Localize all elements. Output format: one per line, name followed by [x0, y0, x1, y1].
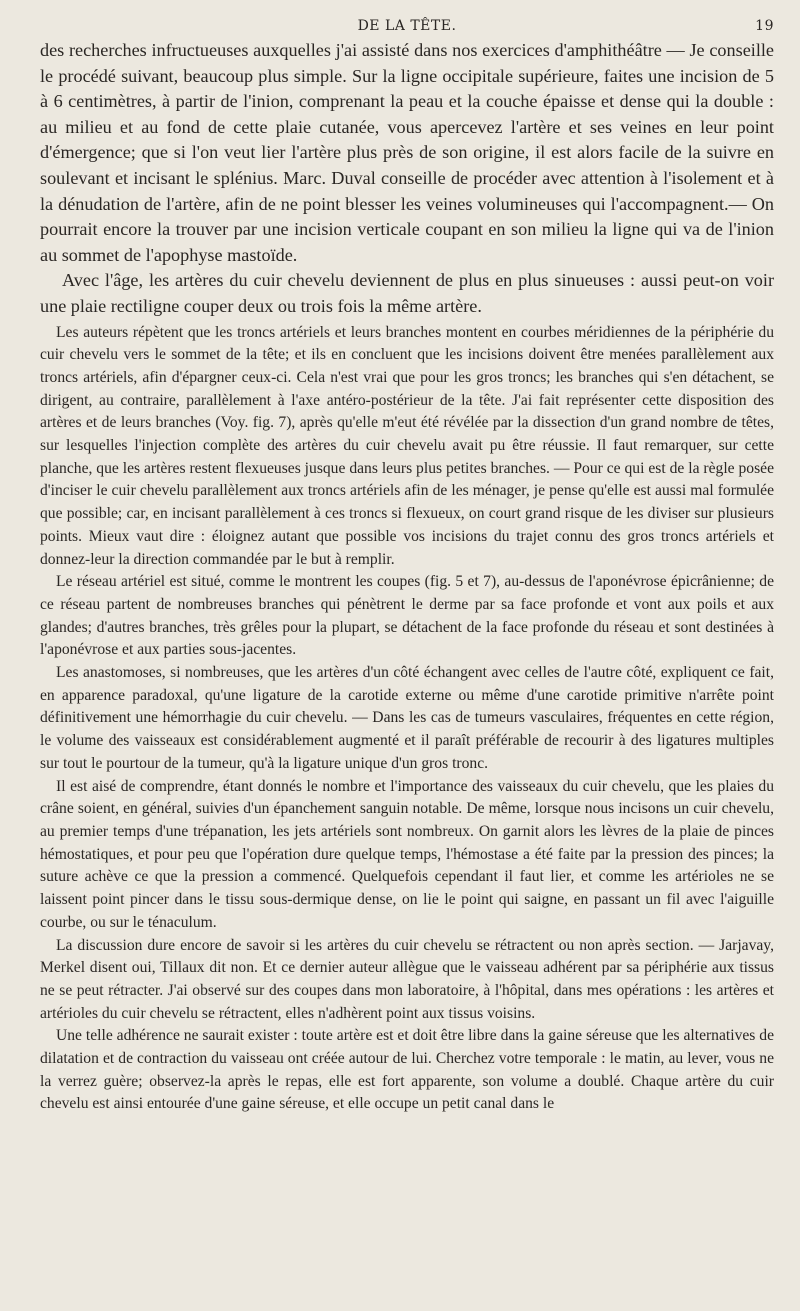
paragraph-lead-1: des recherches infructueuses auxquelles j'ai assisté dans nos exercices d'amphithéâtre — Je conseille le procédé suivant, beaucoup plus simple. Sur la ligne occipitale supérieure, faites une incision de 5 à 6 centimètres, à partir de l'inion, comprenant la peau et la couche épaisse et dense qui la double : au milieu et au fond de cette plaie cutanée, vous apercevez l'artère et ses veines en leur point d'émergence; que si l'on veut lier l'artère plus près de son origine, il est alors facile de la suivre en soulevant et incisant le splénius. Marc. Duval conseille de procéder avec attention à l'isolement et à la dénudation de l'artère, afin de ne point blesser les veines volumineuses qui l'accompagnent.— On pourrait encore la trouver par une incision verticale coupant en son milieu la ligne qui va de l'inion au sommet de l'apophyse mastoïde. [40, 40, 774, 265]
page-number: 19 [755, 18, 774, 34]
paragraph-small-1: Les auteurs répètent que les troncs artériels et leurs branches montent en courbes méridiennes de la périphérie du cuir chevelu vers le sommet de la tête; et ils en concluent que les incisions doivent être menées parallèlement aux troncs artériels, afin d'épargner ceux-ci. Cela n'est vrai que pour les gros troncs; les branches qui s'en détachent, se dirigent, au contraire, parallèlement à l'axe antéro-postérieur de la tête. J'ai fait représenter cette disposition des artères et de leurs branches (Voy. fig. 7), après qu'elle m'eut été révélée par la dissection d'un grand nombre de têtes, sur lesquelles l'injection complète des artères du cuir chevelu avait pu être réussie. Il faut remarquer, sur cette planche, que les artères restent flexueuses jusque dans leurs plus petites branches. — Pour ce qui est de la règle posée d'inciser le cuir chevelu parallèlement aux troncs artériels afin de les ménager, je pense qu'elle est aussi mal formulée que possible; car, en incisant parallèlement à ces troncs si flexueux, on court grand risque de les diviser sur plusieurs points. Mieux vaut dire : éloignez autant que possible vos incisions du trajet connu des gros troncs artériels et donnez-leur la direction commandée par le but à remplir. [40, 323, 774, 568]
paragraph-lead-2: Avec l'âge, les artères du cuir chevelu deviennent de plus en plus sinueuses : aussi peut-on voir une plaie rectiligne couper deux ou trois fois la même artère. [40, 270, 774, 316]
running-header [40, 16, 774, 38]
paragraph-small-6: Une telle adhérence ne saurait exister : toute artère est et doit être libre dans la gaine séreuse que les alternatives de dilatation et de contraction du vaisseau ont créée autour de lui. Cherchez votre temporale : le matin, au lever, vous ne la verrez guère; observez-la après le repas, elle est fort apparente, son volume a doublé. Chaque artère du cuir chevelu est ainsi entourée d'une gaine séreuse, et elle occupe un petit canal dans le [40, 1027, 774, 1113]
paragraph-small-3: Les anastomoses, si nombreuses, que les artères d'un côté échangent avec celles de l'autre côté, expliquent ce fait, en apparence paradoxal, qu'une ligature de la carotide externe ou même d'une carotide primitive n'arrête point définitivement une hémorrhagie du cuir chevelu. — Dans les cas de tumeurs vasculaires, fréquentes en cette région, le volume des vaisseaux est considérablement augmenté et il paraît préférable de recourir à des ligatures multiples sur tout le pourtour de la tumeur, qu'à la ligature unique d'un gros tronc. [40, 664, 774, 772]
paragraph-small-4: Il est aisé de comprendre, étant donnés le nombre et l'importance des vaisseaux du cuir chevelu, que les plaies du crâne soient, en général, suivies d'un épanchement sanguin notable. De même, lorsque nous incisons un cuir chevelu, au premier temps d'une trépanation, les jets artériels sont nombreux. On garnit alors les lèvres de la plaie de pinces hémostatiques, et pour peu que l'opération dure quelque temps, l'hémostase a été faite par la pression des pinces; la suture achève ce que la pression a commencé. Quelquefois cependant il faut lier, et comme les artérioles ne se laissent point pincer dans le tissu sous-dermique dense, on lie le point qui saigne, en passant un fil avec l'aiguille courbe, ou sur le ténaculum. [40, 777, 774, 931]
running-title: DE LA TÊTE. [357, 18, 457, 34]
paragraph-small-2: Le réseau artériel est situé, comme le montrent les coupes (fig. 5 et 7), au-dessus de l'aponévrose épicrânienne; de ce réseau partent de nombreuses branches qui pénètrent le derme par sa face profonde et vont aux poils et aux glandes; d'autres branches, très grêles pour la plupart, se détachent de la face profonde du réseau et sont destinées à l'aponévrose et aux parties sous-jacentes. [40, 573, 774, 659]
paragraph-small-5: La discussion dure encore de savoir si les artères du cuir chevelu se rétractent ou non après section. — Jarjavay, Merkel disent oui, Tillaux dit non. Et ce dernier auteur allègue que le vaisseau adhérent par sa périphérie aux tissus ne se peut rétracter. J'ai observé sur des coupes dans mon laboratoire, à l'hôpital, dans mes opérations : les artères et artérioles du cuir chevelu se rétractent, elles n'adhèrent point aux tissus voisins. [40, 936, 774, 1022]
